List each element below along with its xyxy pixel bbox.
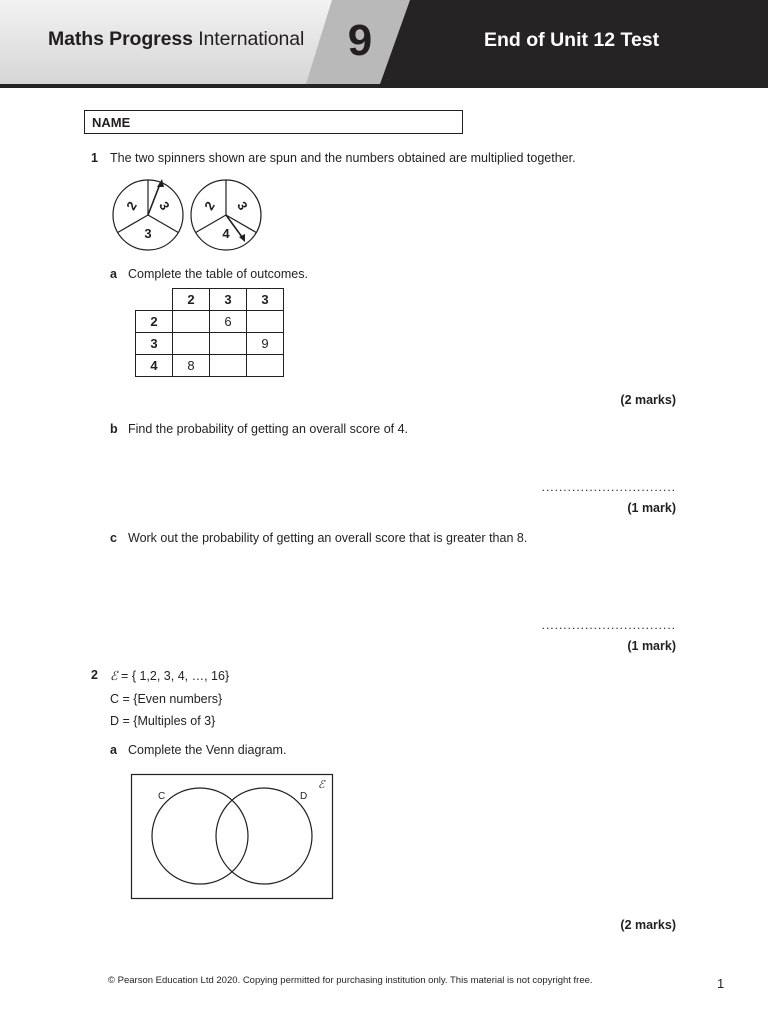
- table-col-header: 2: [173, 289, 210, 311]
- unit-number: 9: [347, 16, 373, 65]
- part-1c-answer-line[interactable]: ...............................: [541, 618, 676, 632]
- spinners-figure: [108, 178, 268, 252]
- venn-circle-d: [216, 788, 312, 884]
- spinner-2-label-right: 3: [234, 198, 251, 213]
- table-cell[interactable]: [247, 355, 284, 377]
- spinner-1-label-bottom: 3: [144, 226, 152, 241]
- table-cell[interactable]: [173, 333, 210, 355]
- table-row: [136, 311, 284, 333]
- brand-title: Maths Progress International: [48, 28, 305, 50]
- table-col-header: 3: [247, 289, 284, 311]
- part-1c-text: Work out the probability of getting an overall score that is greater than 8.: [128, 531, 528, 545]
- venn-circle-c: [152, 788, 248, 884]
- question-1-text: The two spinners shown are spun and the numbers obtained are multiplied together.: [110, 151, 576, 165]
- part-2a-letter: a: [110, 743, 117, 757]
- table-row: [136, 355, 284, 377]
- part-1c-marks: (1 mark): [627, 639, 676, 653]
- part-1b-text: Find the probability of getting an overall score of 4.: [128, 422, 409, 436]
- part-1a-marks: (2 marks): [620, 393, 676, 407]
- table-cell[interactable]: 9: [247, 333, 284, 355]
- part-1b-marks: (1 mark): [627, 501, 676, 515]
- spinner-1-label-left: 2: [123, 198, 140, 213]
- part-1a-letter: a: [110, 267, 117, 281]
- question-2-set-c: C = {Even numbers}: [110, 692, 223, 706]
- table-cell[interactable]: [173, 311, 210, 333]
- table-cell[interactable]: [247, 311, 284, 333]
- table-row: [136, 333, 284, 355]
- part-1c-letter: c: [110, 531, 117, 545]
- page-number: 1: [717, 976, 725, 991]
- name-label: NAME: [92, 115, 131, 130]
- universal-set-symbol: ℰ: [110, 668, 118, 683]
- outcomes-table: [135, 288, 284, 377]
- spinner-1-label-right: 3: [156, 198, 173, 213]
- venn-label-d: D: [300, 791, 308, 802]
- table-cell[interactable]: 6: [210, 311, 247, 333]
- part-1b-letter: b: [110, 422, 118, 436]
- table-row-header: 2: [136, 311, 173, 333]
- part-1b-answer-line[interactable]: ...............................: [541, 480, 676, 494]
- part-1a-text: Complete the table of outcomes.: [128, 267, 308, 281]
- venn-diagram: [130, 773, 335, 901]
- venn-label-universal: ℰ: [318, 778, 325, 791]
- table-cell[interactable]: [210, 355, 247, 377]
- table-row-header: 4: [136, 355, 173, 377]
- table-corner: [136, 289, 173, 311]
- spinner-2-label-bottom: 4: [222, 226, 230, 241]
- test-title: End of Unit 12 Test: [484, 29, 660, 51]
- part-2a-text: Complete the Venn diagram.: [128, 743, 287, 757]
- question-1-number: 1: [91, 151, 98, 165]
- part-2a-marks: (2 marks): [620, 918, 676, 932]
- question-2-universal-set: ℰ = { 1,2, 3, 4, …, 16}: [110, 668, 230, 683]
- venn-label-c: C: [158, 791, 166, 802]
- spinner-2-label-left: 2: [201, 198, 218, 213]
- table-col-header: 3: [210, 289, 247, 311]
- footer-copyright: © Pearson Education Ltd 2020. Copying permitted for purchasing institution only. This material is not copyright free.: [108, 975, 593, 986]
- table-cell[interactable]: [210, 333, 247, 355]
- name-field[interactable]: [84, 110, 463, 134]
- question-2-number: 2: [91, 668, 98, 682]
- table-header-row: [136, 289, 284, 311]
- table-row-header: 3: [136, 333, 173, 355]
- table-cell[interactable]: 8: [173, 355, 210, 377]
- question-2-set-d: D = {Multiples of 3}: [110, 714, 216, 728]
